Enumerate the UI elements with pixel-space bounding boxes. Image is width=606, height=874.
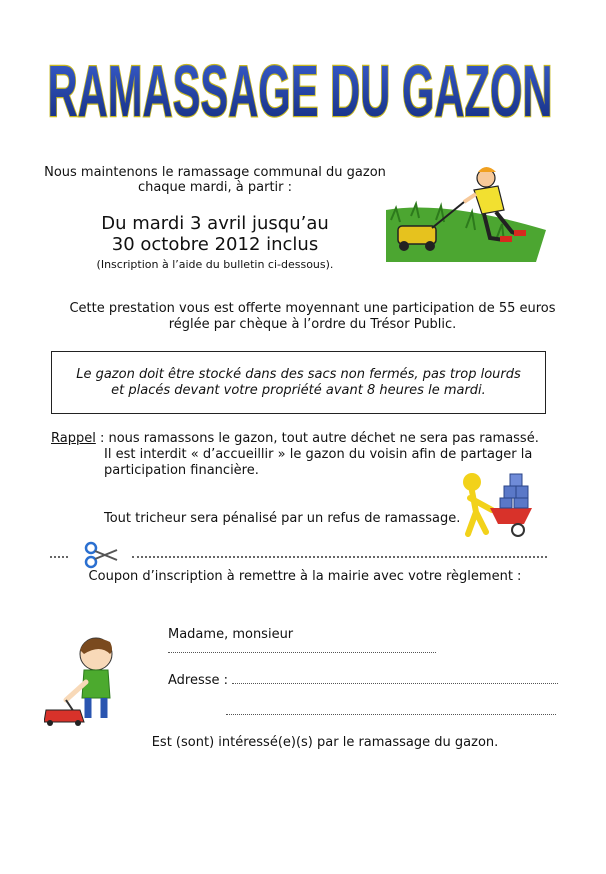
rappel-text-2: Il est interdit « d’accueillir » le gazon du voisin afin de partager la <box>104 447 533 462</box>
address-field-row <box>168 673 560 688</box>
wheelbarrow-figure-illustration <box>452 472 542 538</box>
name-field-line[interactable] <box>168 652 436 653</box>
cut-line-left <box>50 556 68 558</box>
address-field-line-2[interactable] <box>226 714 556 715</box>
date-line-1: Du mardi 3 avril jusqu’au <box>101 213 329 234</box>
rappel-label: Rappel <box>51 431 96 446</box>
address-field-label: Adresse : <box>168 673 229 688</box>
address-field-line-1[interactable] <box>232 683 558 684</box>
page-title <box>40 48 560 128</box>
intro-line-2: chaque mardi, à partir : <box>137 180 293 195</box>
cut-line-right <box>132 556 547 558</box>
intro-line-1: Nous maintenons le ramassage communal du gazon <box>44 165 386 180</box>
prestation-line-2: réglée par chèque à l’ordre du Trésor Public. <box>168 317 457 332</box>
notice-line-1: Le gazon doit être stocké dans des sacs non fermés, pas trop lourds <box>76 366 521 382</box>
boy-mowing-illustration <box>44 632 120 726</box>
scissors-icon <box>83 540 119 570</box>
prestation-text <box>40 301 585 333</box>
name-field-row <box>168 627 560 657</box>
notice-line-2: et placés devant votre propriété avant 8 heures le mardi. <box>111 382 486 398</box>
interest-statement: Est (sont) intéressé(e)(s) par le ramassage du gazon. <box>151 735 499 750</box>
intro-text <box>40 165 390 195</box>
date-range <box>60 213 370 255</box>
name-field-label: Madame, monsieur <box>168 627 294 642</box>
rappel-text-1: : nous ramassons le gazon, tout autre déchet ne sera pas ramassé. <box>95 431 539 446</box>
coupon-heading: Coupon d’inscription à remettre à la mairie avec votre règlement : <box>88 569 522 584</box>
rappel-text-3: participation financière. <box>104 463 259 478</box>
prestation-line-1: Cette prestation vous est offerte moyennant une participation de 55 euros <box>69 301 556 316</box>
rappel-line-1 <box>51 431 541 447</box>
cheater-warning: Tout tricheur sera pénalisé par un refus de ramassage. <box>104 511 461 526</box>
storage-notice-box <box>51 351 546 414</box>
inscription-note: (Inscription à l’aide du bulletin ci-dessous). <box>96 258 334 271</box>
date-line-2: 30 octobre 2012 inclus <box>111 234 319 255</box>
lawn-mower-man-illustration <box>386 160 548 262</box>
page-title-text: RAMASSAGE DU GAZON <box>47 52 553 128</box>
